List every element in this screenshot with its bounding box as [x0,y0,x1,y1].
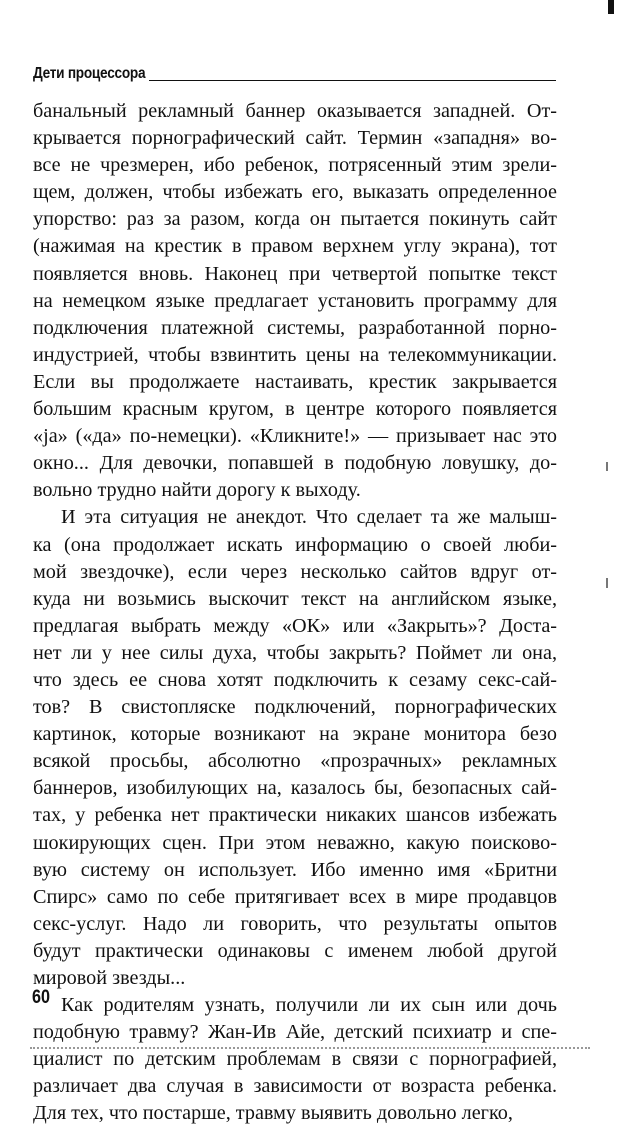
text-line: окно... Для девочки, попавшей в подобную ловушку, до- [33,452,557,475]
text-line: И эта ситуация не анекдот. Что сделает та же малыш- [61,506,557,529]
running-head [33,66,556,82]
text-line: (нажимая на крестик в правом верхнем углу экрана), тот [33,235,557,258]
text-line: упорство: раз за разом, когда он пытается покинуть сайт [33,208,557,231]
text-line: различает два случая в зависимости от возраста ребенка. [33,1075,557,1098]
text-line: Для тех, что постарше, травму выявить довольно легко, [33,1102,513,1125]
text-line: куда ни возьмись выскочит текст на английском языке, [33,587,557,610]
text-line: Если вы продолжаете настаивать, крестик закрывается [33,370,557,393]
text-line: мировой звезды... [33,967,186,989]
text-line: Как родителям узнать, получили ли их сын или дочь [61,994,557,1017]
text-line: подключения платежной системы, разработанной порно- [33,316,557,339]
scan-noise [30,1044,590,1049]
text-line: появляется вновь. Наконец при четвертой попытке текст [33,262,557,285]
text-line: индустрией, чтобы взвинтить цены на телекоммуникации. [33,343,557,366]
text-line: предлагая выбрать между «ОК» или «Закрыть»? Достa- [33,614,557,637]
text-line: подобную травму? Жан-Ив Айе, детский психиатр и спе- [33,1021,557,1044]
paragraph [33,98,557,504]
text-line: картинок, которые возникают на экране монитора безо [33,723,557,746]
page-number: 60 [32,987,50,1008]
scan-mark [608,0,614,14]
text-line: шокирующих сцен. При этом неважно, какую поисково- [33,831,557,854]
text-line: всякой просьбы, абсолютно «прозрачных» рекламных [33,750,557,773]
paragraph [33,504,557,992]
text-line: крывается порнографический сайт. Термин «западня» во- [33,127,557,150]
text-line: секс-услуг. Надо ли говорить, что результаты опытов [33,912,557,935]
margin-speck [606,462,608,471]
paragraph [33,992,557,1127]
body-text [33,98,557,1128]
text-line: циалист по детским проблемам в связи с порнографией, [33,1048,557,1071]
text-line: мой звездочке), если через несколько сайтов вдруг от- [33,560,557,583]
text-line: большим красным кругом, в центре которого появляется [33,398,557,421]
text-line: тов? В свистопляске подключений, порнографических [33,696,557,719]
margin-speck [606,578,608,588]
text-line: банальный рекламный баннер оказывается западней. От- [33,100,557,122]
text-line: Спирс» само по себе притягивает всех в мире продавцов [33,885,557,908]
running-head-rule [149,80,556,81]
text-line: вую систему он использует. Ибо именно имя «Бритни [33,858,557,881]
text-line: щем, должен, чтобы избежать его, выказать определенное [33,181,557,204]
text-line: будут практически одинаковы с именем любой другой [33,939,557,962]
text-line: все не чрезмерен, ибо ребенок, потрясенный этим зрели- [33,154,557,177]
text-line: тах, у ребенка нет практически никаких шансов избежать [33,804,557,827]
text-line: ка (она продолжает искать информацию о своей люби- [33,533,557,556]
running-head-title: Дети процессора [33,65,146,82]
text-line: что здесь ее снова хотят подключить к сезаму секс-сай- [33,668,557,691]
text-line: «ja» («да» по-немецки). «Кликните!» — призывает нас это [33,425,557,448]
text-line: нет ли у нее силы духа, чтобы закрыть? Поймет ли она, [33,641,557,664]
text-line: на немецком языке предлагает установить программу для [33,289,557,312]
text-line: вольно трудно найти дорогу к выходу. [33,479,361,502]
text-line: баннеров, изобилующих на, казалось бы, безопасных сай- [33,777,557,800]
